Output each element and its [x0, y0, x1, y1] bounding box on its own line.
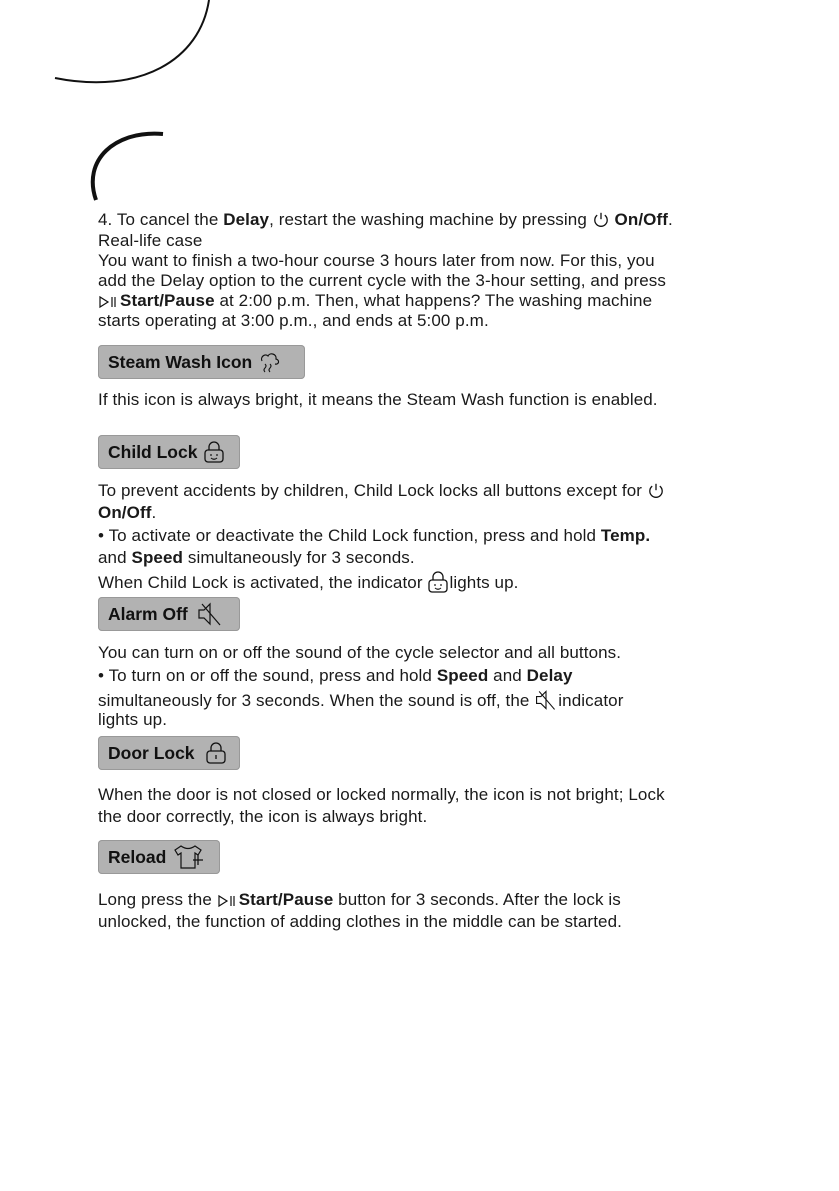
child-lock-icon — [427, 570, 449, 594]
child-lock-line-2 — [98, 503, 156, 523]
example-title: Real-life case — [98, 231, 203, 250]
text: 4. To cancel the — [98, 210, 224, 229]
example-line-2: add the Delay option to the current cycle with the 3-hour setting, and press — [98, 271, 666, 290]
mute-icon — [534, 688, 558, 712]
reload-line-1 — [98, 890, 621, 910]
onoff-term: On/Off — [614, 210, 669, 229]
door-lock-icon — [205, 741, 227, 765]
mute-icon — [196, 601, 224, 627]
label-text: Door Lock — [108, 742, 195, 763]
text: . — [668, 210, 673, 229]
child-lock-line-5 — [98, 570, 519, 594]
text: • To turn on or off the sound, press and hold — [98, 666, 437, 685]
text: • To activate or deactivate the Child Lock function, press and hold — [98, 526, 601, 545]
child-lock-line-3 — [98, 526, 650, 546]
alarm-off-label — [98, 597, 240, 631]
label-text: Reload — [108, 846, 167, 867]
speed-term: Speed — [131, 548, 184, 567]
door-lock-label — [98, 736, 240, 770]
child-lock-line-1 — [98, 481, 665, 501]
start-pause-icon — [217, 893, 239, 909]
child-lock-icon — [203, 440, 225, 464]
example-line-4: starts operating at 3:00 p.m., and ends at 5:00 p.m. — [98, 311, 489, 330]
text: at 2:00 p.m. Then, what happens? The washing machine — [214, 291, 653, 310]
cancel-delay-step — [98, 210, 673, 230]
child-lock-line-4 — [98, 548, 415, 568]
power-icon — [647, 482, 665, 500]
steam-wash-icon — [258, 351, 282, 373]
label-text: Steam Wash Icon — [108, 351, 253, 372]
alarm-line-1: You can turn on or off the sound of the cycle selector and all buttons. — [98, 643, 622, 662]
reload-shirt-icon — [172, 843, 206, 871]
temp-term: Temp. — [600, 526, 651, 545]
text: indicator — [558, 691, 624, 710]
label-text: Child Lock — [108, 441, 198, 462]
speed-term: Speed — [436, 666, 489, 685]
door-lock-line-2: the door correctly, the icon is always bright. — [98, 807, 428, 826]
start-pause-term: Start/Pause — [120, 291, 215, 310]
delay-term: Delay — [526, 666, 573, 685]
alarm-line-4: lights up. — [98, 710, 168, 729]
steam-wash-desc: If this icon is always bright, it means the Steam Wash function is enabled. — [98, 390, 658, 409]
alarm-line-2 — [98, 666, 573, 686]
child-lock-label — [98, 435, 240, 469]
text: When Child Lock is activated, the indicator — [98, 573, 428, 592]
text: and — [98, 548, 132, 567]
reload-label — [98, 840, 220, 874]
decorative-arcs — [0, 0, 839, 210]
text: simultaneously for 3 seconds. When the sound is off, the — [98, 691, 535, 710]
power-icon — [592, 211, 610, 229]
text: Long press the — [98, 890, 217, 909]
text: . — [151, 503, 157, 522]
delay-term: Delay — [223, 210, 270, 229]
label-text: Alarm Off — [108, 603, 188, 624]
onoff-term: On/Off — [98, 503, 152, 522]
text: and — [488, 666, 527, 685]
start-pause-term: Start/Pause — [238, 890, 334, 909]
example-line-1: You want to finish a two-hour course 3 hours later from now. For this, you — [98, 251, 655, 270]
reload-line-2: unlocked, the function of adding clothes in the middle can be started. — [98, 912, 622, 931]
example-line-3 — [98, 291, 652, 311]
start-pause-icon — [98, 294, 120, 310]
text: To prevent accidents by children, Child Lock locks all buttons except for — [98, 481, 647, 500]
text: lights up. — [449, 573, 519, 592]
text: , restart the washing machine by pressing — [269, 210, 592, 229]
door-lock-line-1: When the door is not closed or locked normally, the icon is not bright; Lock — [98, 785, 665, 804]
steam-wash-label — [98, 345, 305, 379]
alarm-line-3 — [98, 688, 623, 712]
text: simultaneously for 3 seconds. — [183, 548, 415, 567]
text: button for 3 seconds. After the lock is — [333, 890, 621, 909]
